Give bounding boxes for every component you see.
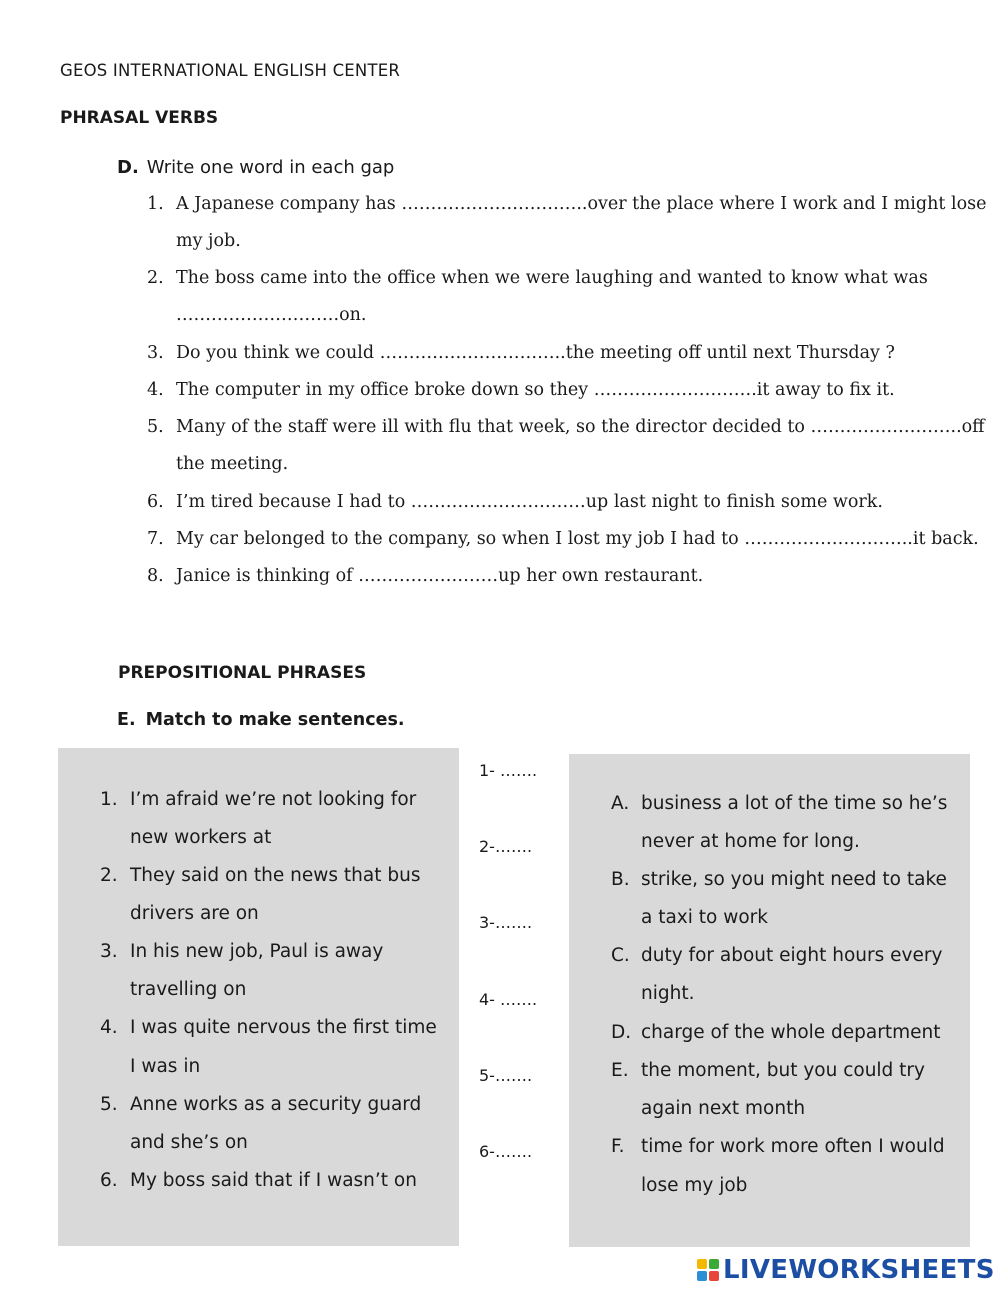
pv-item-text: I’m tired because I had to …………………………up last night to finish some work. [176,492,883,512]
right-item-text: duty for about eight hours every [641,945,943,966]
pv-item-text: Many of the staff were ill with flu that week, so the director decided to ……………………..off [176,417,985,437]
left-item-text: Anne works as a security guard [130,1094,422,1115]
right-item-letter: C. [611,945,630,966]
right-item-text: time for work more often I would [641,1136,945,1157]
exercise-e-letter: E. [117,710,136,730]
pv-item-text: ……………………….on. [176,305,367,325]
answer-blank-4[interactable]: 4- ……. [479,990,538,1009]
left-item-number: 5. [100,1094,118,1115]
section-title-prepositional-phrases: PREPOSITIONAL PHRASES [118,663,367,683]
pv-item-text: The boss came into the office when we were laughing and wanted to know what was [176,268,928,288]
right-item-text: charge of the whole department [641,1022,941,1043]
exercise-d-heading [117,157,394,178]
right-item-text: night. [641,983,695,1004]
right-item-letter: E. [611,1060,629,1081]
school-name: GEOS INTERNATIONAL ENGLISH CENTER [60,61,401,80]
left-item-text: In his new job, Paul is away [130,941,384,962]
right-item-letter: A. [611,793,630,814]
section-title-phrasal-verbs: PHRASAL VERBS [60,108,219,128]
left-item-text: My boss said that if I wasn’t on [130,1170,417,1191]
left-item-text: They said on the news that bus [130,865,421,886]
pv-item-number: 3. [147,343,164,363]
left-item-text: and she’s on [130,1132,248,1153]
pv-item-text: Janice is thinking of ……………………up her own restaurant. [176,566,704,586]
pv-item-number: 2. [147,268,164,288]
pv-item-number: 8. [147,566,164,586]
left-item-text: new workers at [130,827,272,848]
answer-blank-2[interactable]: 2-……. [479,837,533,856]
liveworksheets-logo-text: LIVEWORKSHEETS [723,1255,995,1285]
sentence-endings-panel [569,754,970,1247]
left-item-number: 6. [100,1170,118,1191]
right-item-text: lose my job [641,1175,748,1196]
pv-item-text: My car belonged to the company, so when I lost my job I had to ………………………..it back. [176,529,979,549]
exercise-e-heading [117,710,405,730]
right-item-text: again next month [641,1098,806,1119]
pv-item-text: the meeting. [176,454,289,474]
right-item-text: never at home for long. [641,831,860,852]
pv-item-text: Do you think we could …………………………..the meeting off until next Thursday ? [176,343,895,363]
liveworksheets-logo-icon [697,1259,719,1281]
right-item-text: strike, so you might need to take [641,869,947,890]
left-item-number: 4. [100,1017,118,1038]
right-item-text: the moment, but you could try [641,1060,925,1081]
pv-item-number: 4. [147,380,164,400]
left-item-text: I was in [130,1056,201,1077]
right-item-letter: B. [611,869,630,890]
right-item-letter: D. [611,1022,632,1043]
pv-item-number: 7. [147,529,164,549]
exercise-e-instruction: Match to make sentences. [145,710,405,730]
answer-blank-3[interactable]: 3-……. [479,913,533,932]
pv-item-number: 5. [147,417,164,437]
left-item-text: I was quite nervous the first time [130,1017,437,1038]
left-item-text: drivers are on [130,903,259,924]
liveworksheets-logo [697,1252,995,1288]
pv-item-number: 6. [147,492,164,512]
answer-blank-5[interactable]: 5-……. [479,1066,533,1085]
answer-blank-1[interactable]: 1- ……. [479,761,538,780]
exercise-d-letter: D. [117,157,139,178]
left-item-number: 1. [100,789,118,810]
right-item-letter: F. [611,1136,625,1157]
answer-blank-6[interactable]: 6-……. [479,1142,533,1161]
pv-item-number: 1. [147,194,164,214]
left-item-number: 2. [100,865,118,886]
right-item-text: business a lot of the time so he’s [641,793,948,814]
right-item-text: a taxi to work [641,907,768,928]
left-item-text: travelling on [130,979,247,1000]
pv-item-text: my job. [176,231,241,251]
pv-item-text: The computer in my office broke down so they ……………………….it away to fix it. [176,380,895,400]
left-item-number: 3. [100,941,118,962]
exercise-d-instruction: Write one word in each gap [146,157,395,178]
left-item-text: I’m afraid we’re not looking for [130,789,417,810]
pv-item-text: A Japanese company has …………………………..over the place where I work and I might lose [176,194,987,214]
